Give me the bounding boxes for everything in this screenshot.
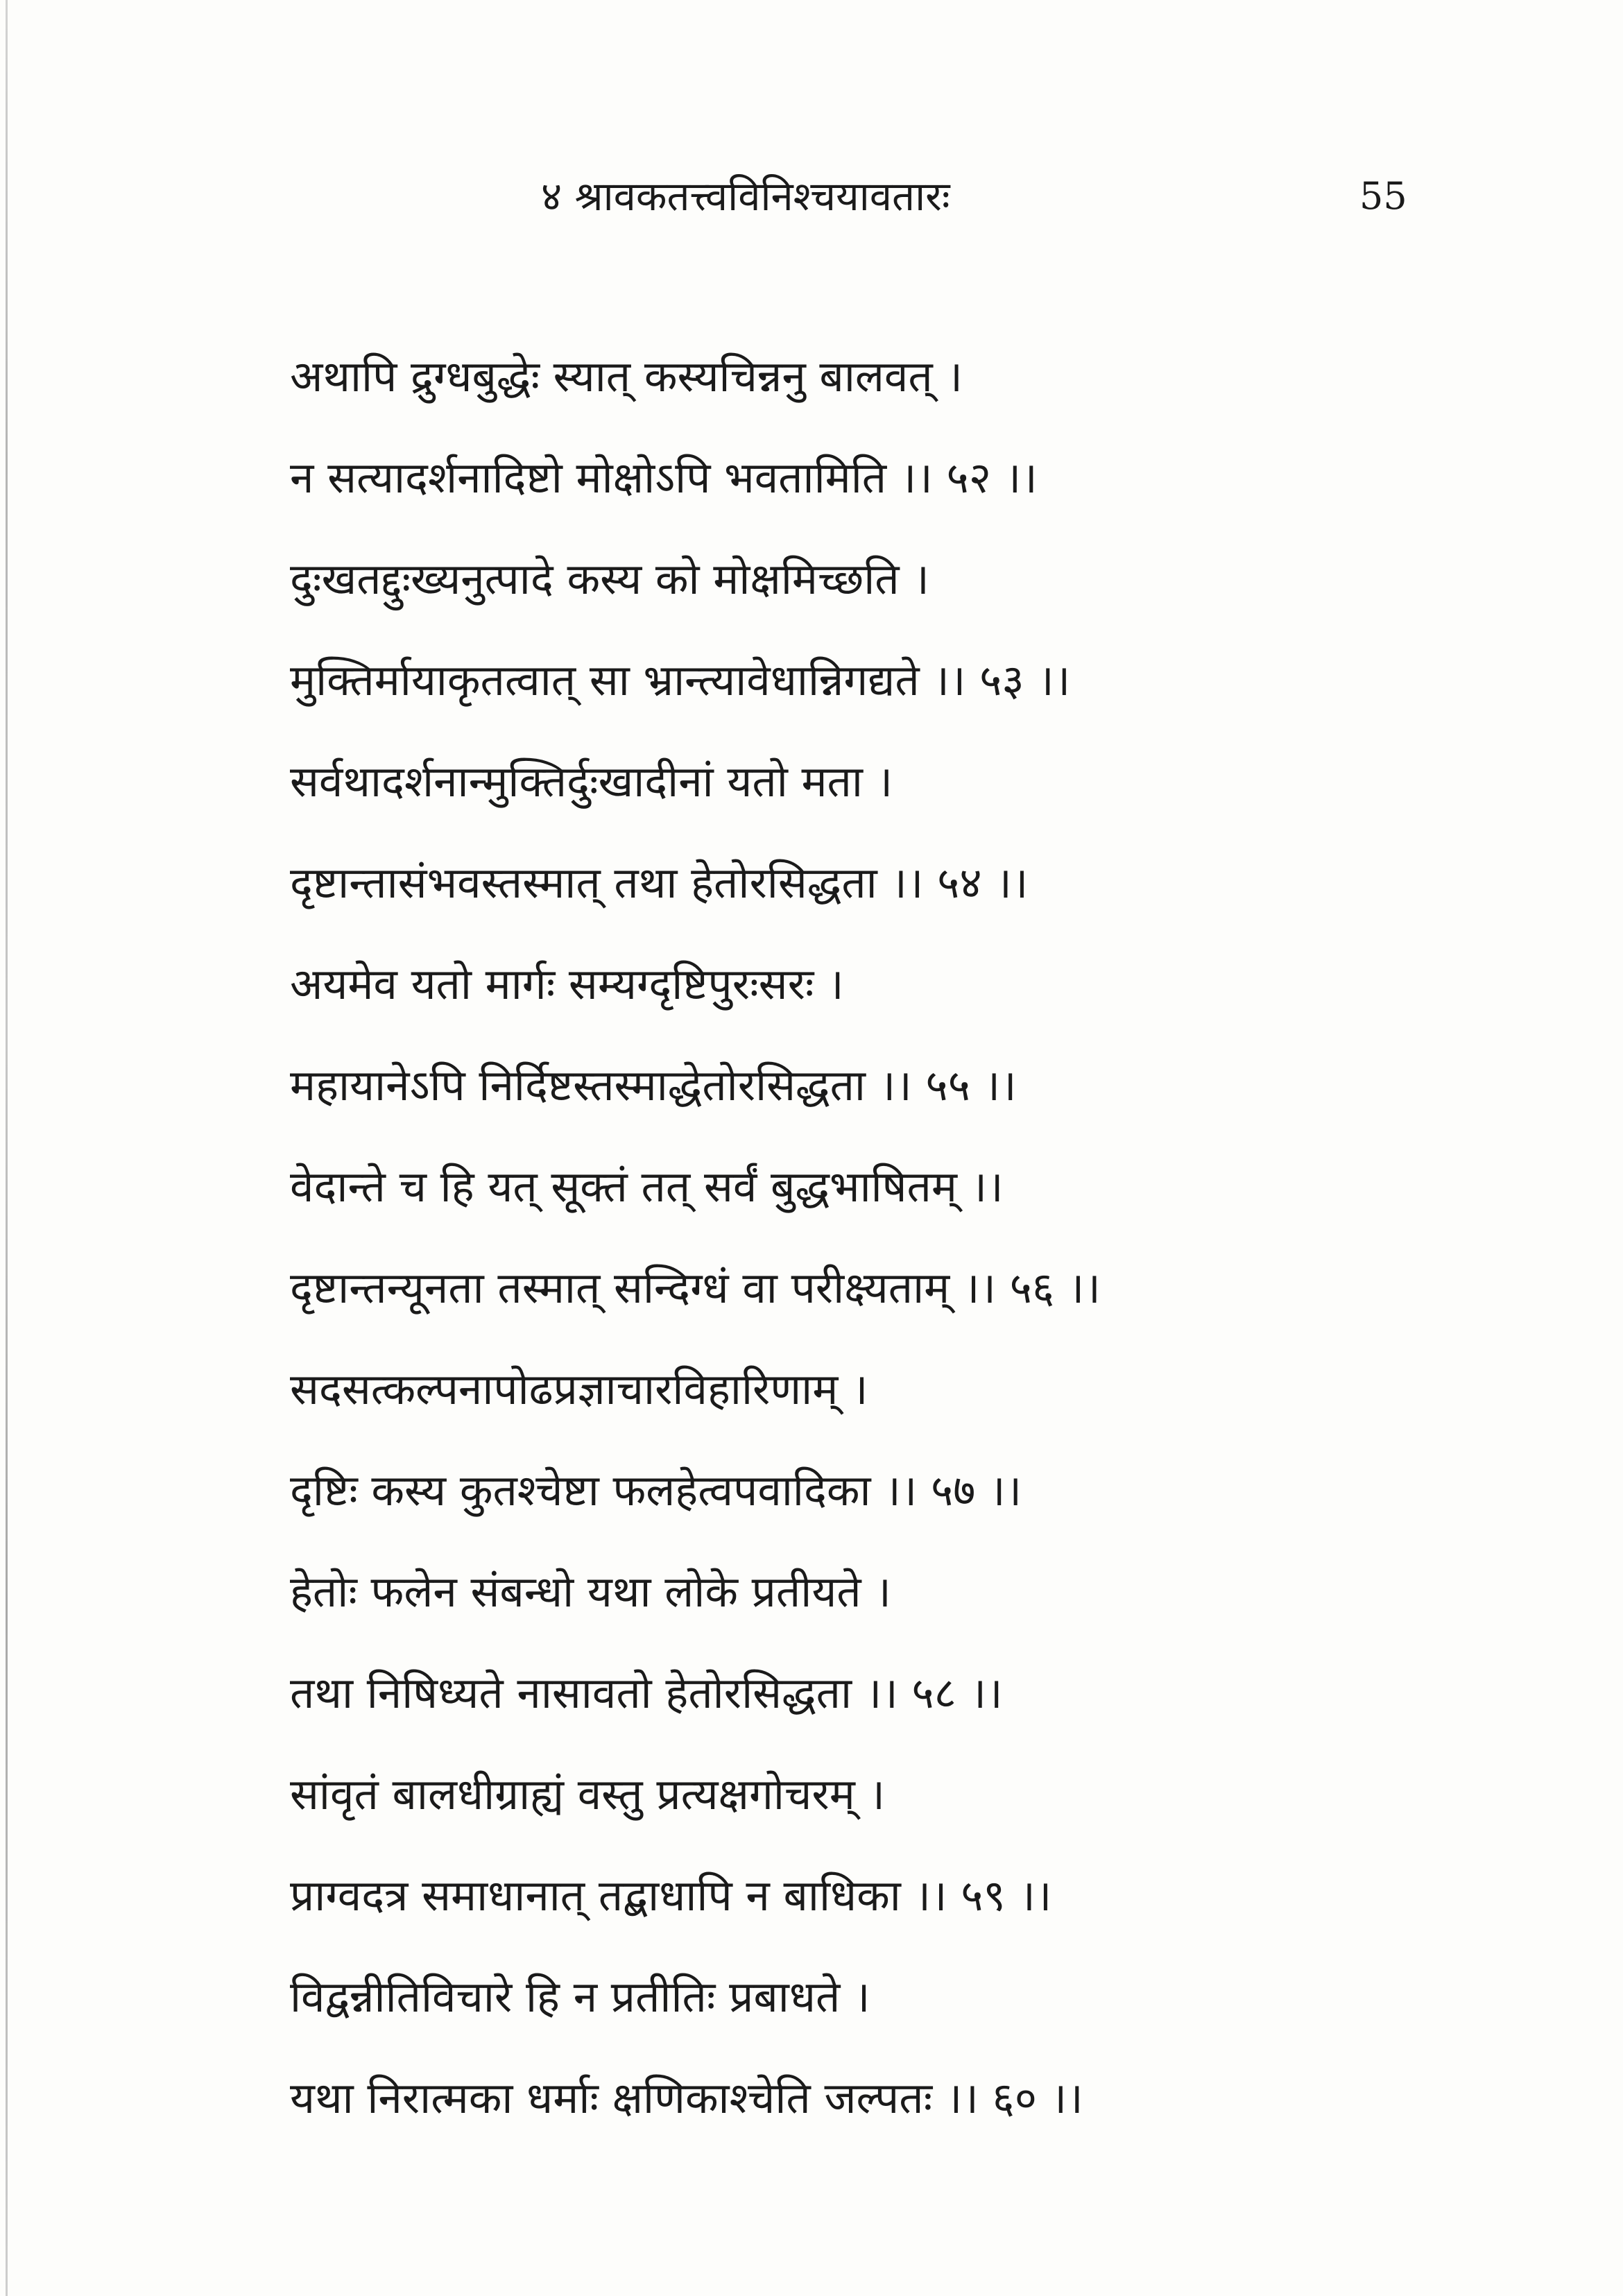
verse-line-first: हेतोः फलेन संबन्धो यथा लोके प्रतीयते ।	[290, 1566, 891, 1617]
verse-57	[290, 1339, 1594, 1541]
verse-line-second: दृष्टिः कस्य कुतश्चेष्टा फलहेत्वपवादिका ।। ५७ ।।	[290, 1465, 1022, 1516]
verse-line-first: अथापि द्रुग्धबुद्धेः स्यात् कस्यचिन्ननु बालवत् ।	[290, 351, 963, 402]
verse-list	[290, 326, 1594, 2149]
verse-line-second: यथा निरात्मका धर्माः क्षणिकाश्चेति जल्पतः ।। ६० ।।	[290, 2073, 1083, 2123]
verse-line-second: महायानेऽपि निर्दिष्टस्तस्माद्धेतोरसिद्धता ।। ५५ ।।	[290, 1060, 1017, 1111]
verse-line-first: विद्वन्नीतिविचारे हि न प्रतीतिः प्रबाधते ।	[290, 1971, 870, 2022]
verse-56	[290, 1136, 1594, 1339]
verse-60	[290, 1946, 1594, 2149]
verse-52	[290, 326, 1594, 529]
verse-53	[290, 529, 1594, 731]
verse-line-second: मुक्तिर्मायाकृतत्वात् सा भ्रान्त्यावेधान्निगद्यते ।। ५३ ।।	[290, 655, 1071, 705]
verse-line-first: सर्वथादर्शनान्मुक्तिर्दुःखादीनां यतो मता ।	[290, 756, 893, 807]
verse-line-second: न सत्यादर्शनादिष्टो मोक्षोऽपि भवतामिति ।। ५२ ।।	[290, 452, 1038, 503]
verse-line-second: तथा निषिध्यते नासावतो हेतोरसिद्धता ।। ५८ ।।	[290, 1668, 1003, 1718]
verse-line-second: प्राग्वदत्र समाधानात् तद्बाधापि न बाधिका ।। ५९ ।।	[290, 1870, 1052, 1921]
verse-54	[290, 731, 1594, 934]
verse-line-first: सदसत्कल्पनापोढप्रज्ञाचारविहारिणाम् ।	[290, 1364, 868, 1414]
verse-line-first: सांवृतं बालधीग्राह्यं वस्तु प्रत्यक्षगोचरम् ।	[290, 1769, 885, 1819]
verse-line-first: अयमेव यतो मार्गः सम्यग्दृष्टिपुरःसरः ।	[290, 959, 844, 1009]
verse-line-second: दृष्टान्तासंभवस्तस्मात् तथा हेतोरसिद्धता ।। ५४ ।।	[290, 857, 1029, 908]
verse-line-first: दुःखतद्दुःख्यनुत्पादे कस्य को मोक्षमिच्छति ।	[290, 554, 929, 604]
verse-55	[290, 934, 1594, 1136]
running-title: ४ श्रावकतत्त्वविनिश्चयावतारः	[541, 173, 950, 220]
verse-line-second: दृष्टान्तन्यूनता तस्मात् सन्दिग्धं वा परीक्ष्यताम् ।। ५६ ।।	[290, 1262, 1101, 1313]
verse-58	[290, 1541, 1594, 1744]
page-number: 55	[1359, 174, 1407, 218]
verse-59	[290, 1744, 1594, 1946]
running-header	[0, 165, 1623, 228]
scan-binding-edge	[6, 0, 8, 2296]
verse-line-first: वेदान्ते च हि यत् सूक्तं तत् सर्वं बुद्धभाषितम् ।।	[290, 1161, 1004, 1212]
